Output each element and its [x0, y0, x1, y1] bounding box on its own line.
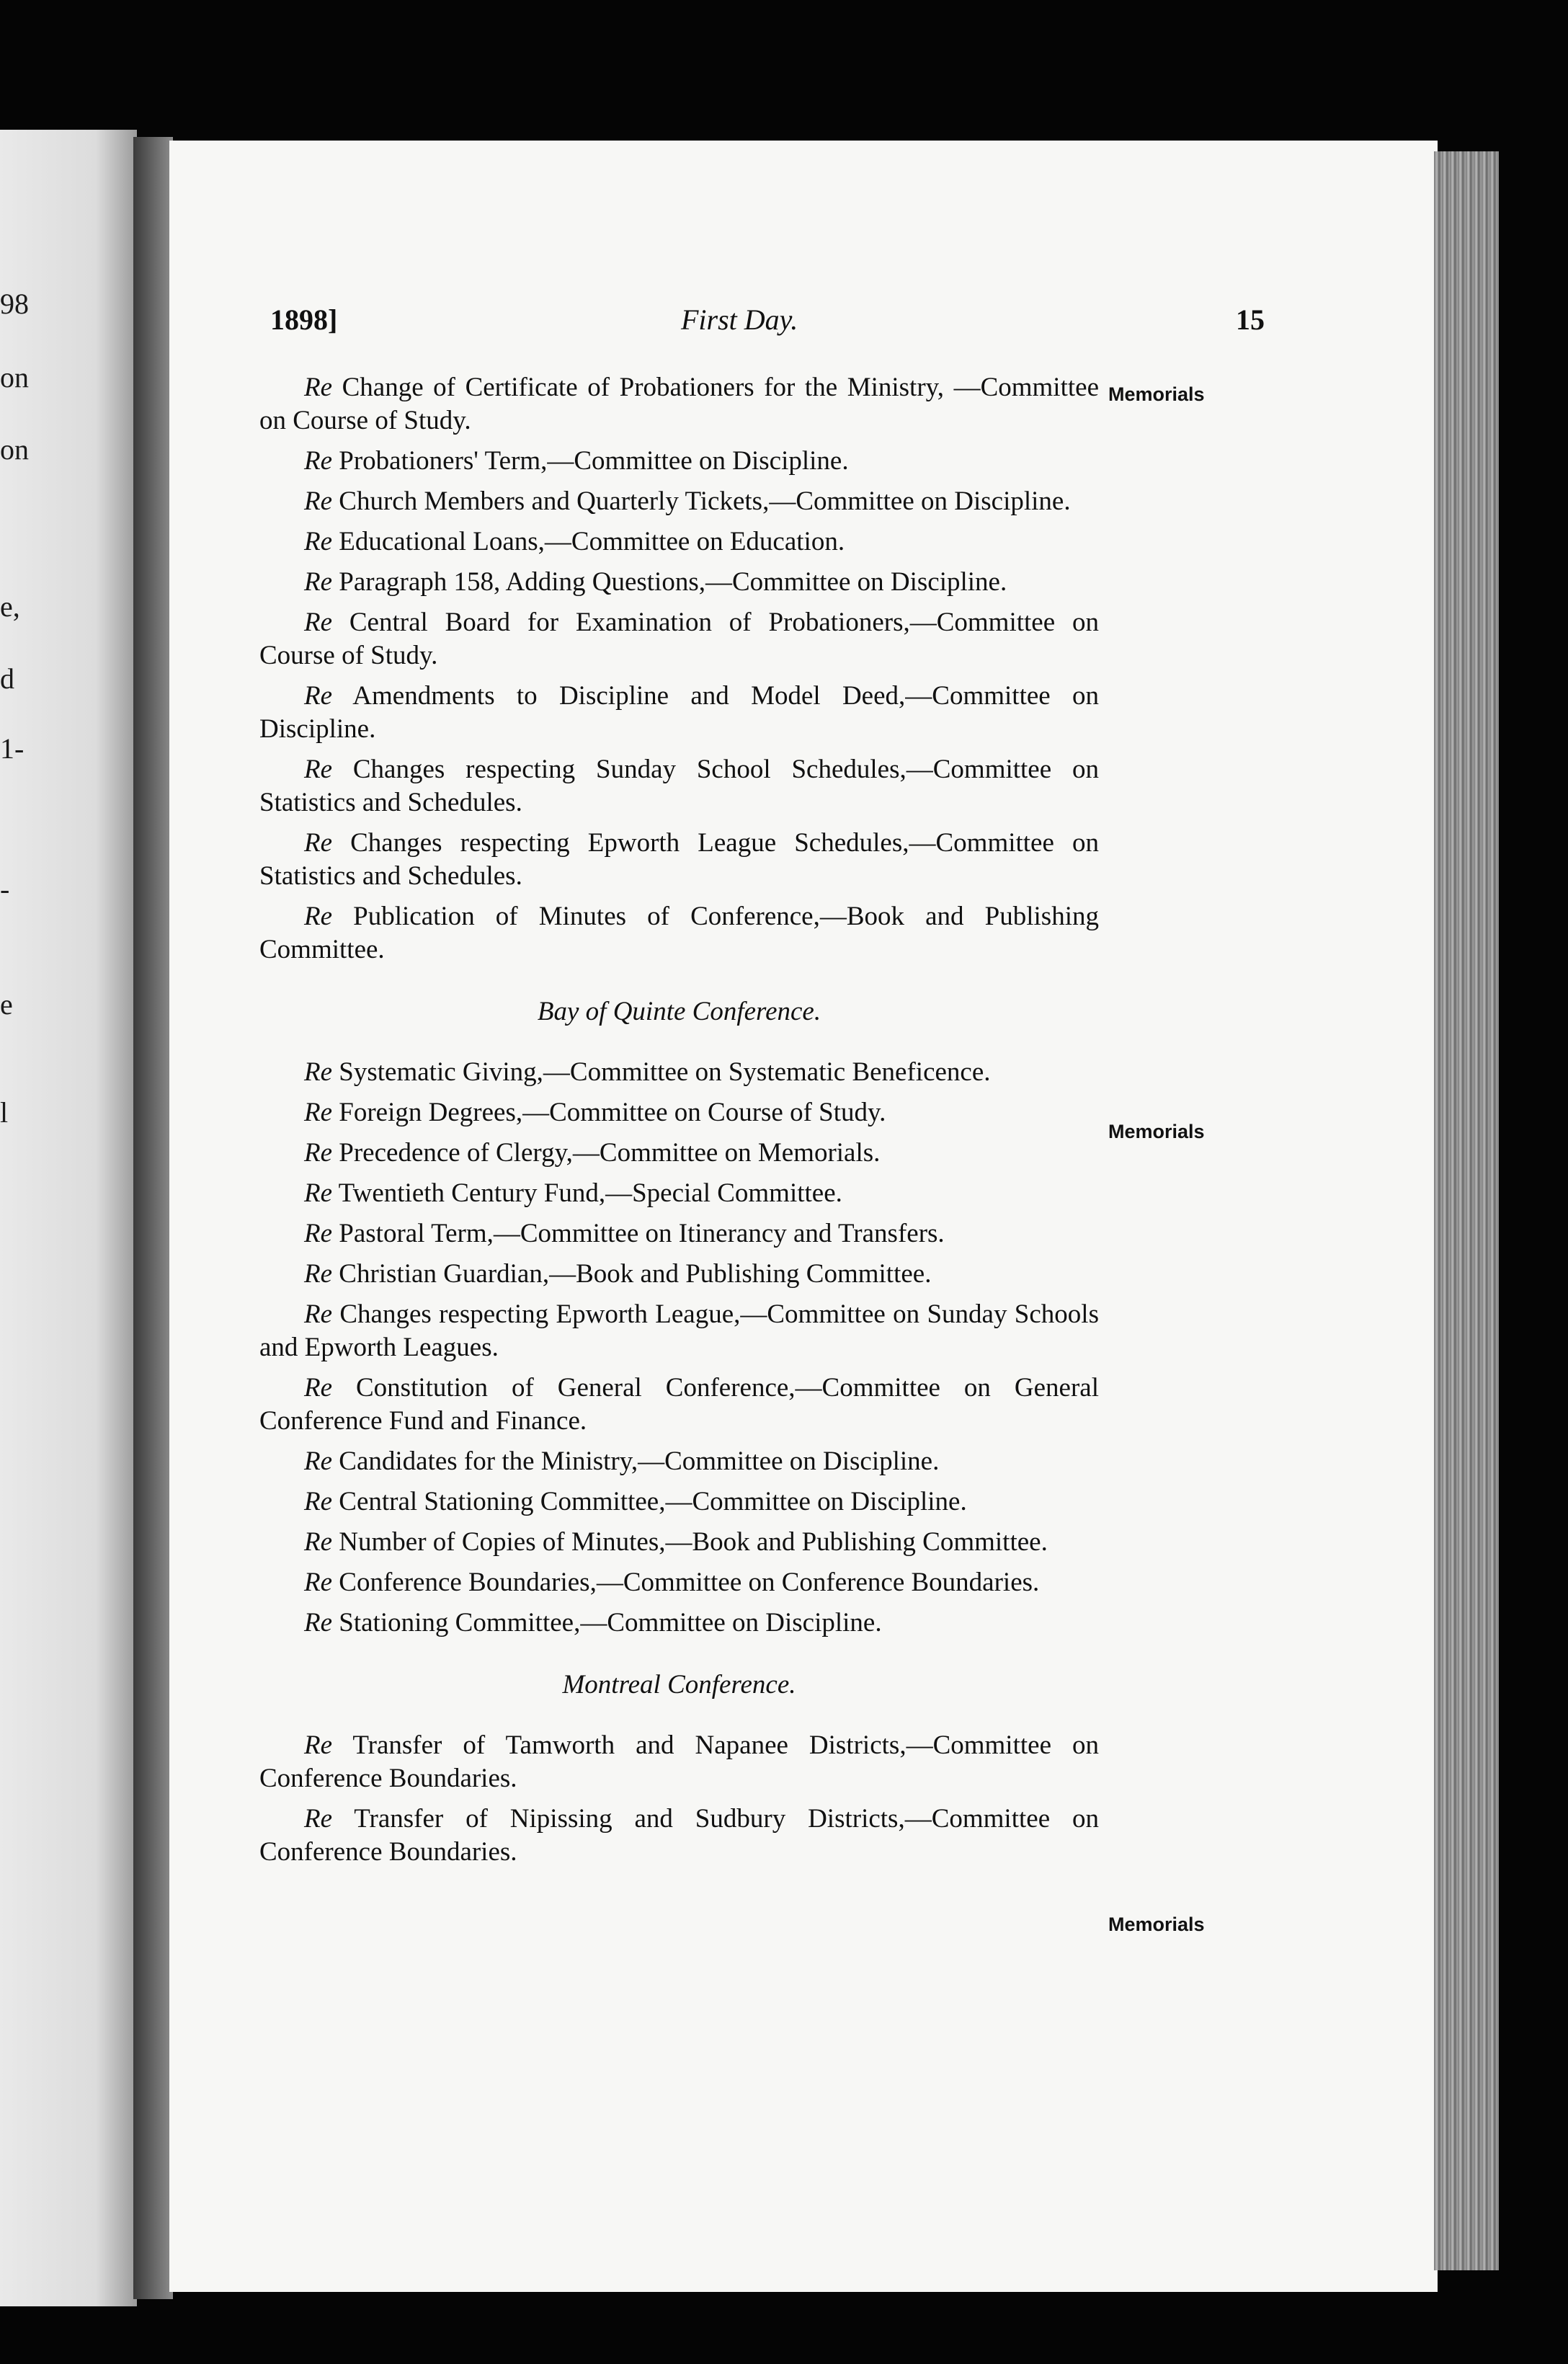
memorial-entry: Re Christian Guardian,—Book and Publishing Committee. — [304, 1259, 932, 1289]
memorial-entry: Re Stationing Committee,—Committee on Discipline. — [304, 1608, 882, 1638]
book-gutter — [133, 137, 173, 2299]
memorial-entry: Re Church Members and Quarterly Tickets,—Committee on Discipline. — [304, 486, 1071, 516]
memorial-entry: Re Conference Boundaries,—Committee on Conference Boundaries. — [304, 1568, 1040, 1597]
memorial-entry: Re Candidates for the Ministry,—Committee on Discipline. — [304, 1447, 940, 1476]
left-page-fragment: on — [0, 361, 29, 394]
memorial-entry: Re Central Board for Examination of Probationers,—Committee on Course of Study. — [259, 608, 1099, 670]
left-page-fragment: 98 — [0, 288, 29, 320]
memorial-entry: Re Publication of Minutes of Conference,—Book and Publishing Committee. — [259, 902, 1099, 964]
memorial-entry: Re Transfer of Nipissing and Sudbury Districts,—Committee on Conference Boundaries. — [259, 1804, 1099, 1867]
page-edges — [1434, 151, 1499, 2270]
memorial-entry: Re Constitution of General Conference,—Committee on General Conference Fund and Finance. — [259, 1373, 1099, 1436]
page-number: 15 — [1236, 303, 1265, 336]
margin-label: Memorials — [1108, 1914, 1205, 1935]
memorial-entry: Re Foreign Degrees,—Committee on Course of Study. — [304, 1098, 886, 1127]
memorial-entry: Re Paragraph 158, Adding Questions,—Committee on Discipline. — [304, 567, 1007, 597]
header-year: 1898] — [270, 303, 338, 336]
left-page-fragment: d — [0, 662, 14, 695]
left-page-fragment: e — [0, 988, 13, 1021]
memorial-entry: Re Educational Loans,—Committee on Education. — [304, 527, 845, 556]
left-page-fragment: e, — [0, 590, 20, 623]
memorial-entry: Re Probationers' Term,—Committee on Discipline. — [304, 446, 849, 476]
memorial-entry: Re Amendments to Discipline and Model Deed,—Committee on Discipline. — [259, 681, 1099, 744]
memorial-entry: Re Twentieth Century Fund,—Special Committee. — [304, 1178, 842, 1208]
memorial-entry: Re Changes respecting Epworth League,—Committee on Sunday Schools and Epworth Leagues. — [259, 1299, 1099, 1362]
margin-label: Memorials — [1108, 1121, 1205, 1142]
memorial-entry: Re Change of Certificate of Probationers for the Ministry, —Committee on Course of Study. — [259, 373, 1099, 435]
memorial-entry: Re Changes respecting Sunday School Schedules,—Committee on Statistics and Schedules. — [259, 755, 1099, 817]
memorial-entry: Re Pastoral Term,—Committee on Itinerancy and Transfers. — [304, 1219, 945, 1248]
left-page-fragment: 1- — [0, 732, 24, 765]
left-page-fragment: on — [0, 433, 29, 466]
memorial-entry: Re Number of Copies of Minutes,—Book and Publishing Committee. — [304, 1527, 1048, 1557]
memorial-entry: Re Changes respecting Epworth League Schedules,—Committee on Statistics and Schedules. — [259, 828, 1099, 891]
memorial-entry: Re Transfer of Tamworth and Napanee Districts,—Committee on Conference Boundaries. — [259, 1730, 1099, 1793]
memorial-entry: Re Central Stationing Committee,—Committee on Discipline. — [304, 1487, 967, 1516]
memorial-entry: Re Precedence of Clergy,—Committee on Memorials. — [304, 1138, 881, 1168]
left-page-fragment: - — [0, 873, 10, 905]
section-general — [259, 371, 1099, 1876]
section-heading: Montreal Conference. — [562, 1670, 796, 1699]
left-page-fragment: l — [0, 1096, 9, 1129]
running-header — [270, 303, 1265, 346]
header-title: First Day. — [681, 303, 798, 336]
section-heading: Bay of Quinte Conference. — [537, 997, 821, 1026]
margin-label: Memorials — [1108, 383, 1205, 405]
memorial-entry: Re Systematic Giving,—Committee on Systematic Beneficence. — [304, 1057, 991, 1087]
